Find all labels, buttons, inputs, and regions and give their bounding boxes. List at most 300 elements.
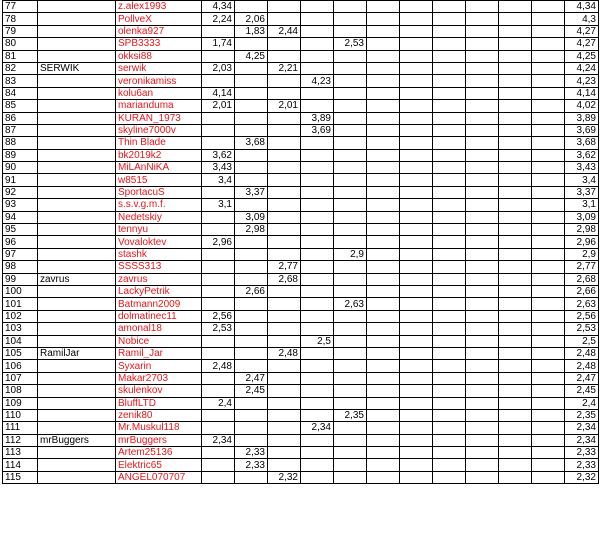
total-cell: 4,3 — [565, 13, 599, 25]
score-cell — [235, 124, 268, 136]
total-cell: 2,56 — [565, 310, 599, 322]
score-cell — [268, 385, 301, 397]
score-cell — [334, 422, 367, 434]
score-cell — [367, 285, 400, 297]
empty-cell — [499, 385, 532, 397]
empty-cell — [499, 236, 532, 248]
total-cell: 3,43 — [565, 162, 599, 174]
score-cell — [235, 298, 268, 310]
score-cell — [400, 149, 433, 161]
total-cell: 3,62 — [565, 149, 599, 161]
score-cell — [301, 372, 334, 384]
score-cell — [334, 87, 367, 99]
nickname-cell: veronikamiss — [116, 75, 202, 87]
score-cell — [202, 409, 235, 421]
score-cell — [433, 100, 466, 112]
score-cell — [301, 50, 334, 62]
nickname-cell: Syxarin — [116, 360, 202, 372]
score-cell: 2,47 — [235, 372, 268, 384]
score-cell — [235, 248, 268, 260]
score-cell — [235, 434, 268, 446]
nickname-cell: z.alex1993 — [116, 1, 202, 13]
score-cell — [433, 471, 466, 483]
empty-cell — [466, 1, 499, 13]
score-cell — [235, 87, 268, 99]
empty-cell — [466, 360, 499, 372]
empty-cell — [499, 347, 532, 359]
score-cell: 2,33 — [235, 459, 268, 471]
total-cell: 3,09 — [565, 211, 599, 223]
empty-cell — [532, 149, 565, 161]
score-cell — [202, 124, 235, 136]
score-cell — [367, 1, 400, 13]
empty-cell — [532, 38, 565, 50]
score-cell — [268, 335, 301, 347]
score-cell — [301, 199, 334, 211]
score-cell — [268, 38, 301, 50]
empty-cell — [466, 459, 499, 471]
empty-cell — [466, 174, 499, 186]
score-cell: 2,77 — [268, 261, 301, 273]
score-cell — [268, 112, 301, 124]
rank-cell: 102 — [3, 310, 38, 322]
score-cell — [367, 13, 400, 25]
score-cell — [334, 137, 367, 149]
score-cell — [301, 13, 334, 25]
empty-cell — [499, 62, 532, 74]
score-cell — [268, 87, 301, 99]
score-cell — [433, 62, 466, 74]
total-cell: 2,53 — [565, 323, 599, 335]
table-row — [3, 335, 599, 347]
score-cell — [235, 273, 268, 285]
empty-cell — [499, 50, 532, 62]
score-cell: 4,25 — [235, 50, 268, 62]
score-cell: 2,24 — [202, 13, 235, 25]
total-cell: 2,4 — [565, 397, 599, 409]
total-cell: 4,34 — [565, 1, 599, 13]
empty-cell — [466, 298, 499, 310]
score-cell — [235, 310, 268, 322]
score-cell: 2,48 — [202, 360, 235, 372]
score-cell — [235, 471, 268, 483]
score-cell — [235, 38, 268, 50]
score-cell — [301, 347, 334, 359]
rank-cell: 85 — [3, 100, 38, 112]
empty-cell — [499, 310, 532, 322]
rank-cell: 109 — [3, 397, 38, 409]
nickname-cell: LackyPetrik — [116, 285, 202, 297]
empty-cell — [532, 261, 565, 273]
score-cell — [235, 236, 268, 248]
score-cell — [301, 87, 334, 99]
score-cell: 2,44 — [268, 25, 301, 37]
score-cell — [301, 447, 334, 459]
score-cell: 2,5 — [301, 335, 334, 347]
nickname-cell: s.s.v.g.m.f. — [116, 199, 202, 211]
score-cell — [301, 224, 334, 236]
table-body — [3, 1, 599, 484]
empty-cell — [499, 112, 532, 124]
score-cell — [433, 372, 466, 384]
score-cell: 3,4 — [202, 174, 235, 186]
score-cell — [268, 174, 301, 186]
account-cell: mrBuggers — [38, 434, 116, 446]
empty-cell — [466, 385, 499, 397]
score-cell — [268, 13, 301, 25]
account-cell — [38, 87, 116, 99]
account-cell — [38, 285, 116, 297]
score-cell — [268, 75, 301, 87]
account-cell — [38, 409, 116, 421]
score-cell — [367, 360, 400, 372]
table-row — [3, 224, 599, 236]
empty-cell — [466, 186, 499, 198]
empty-cell — [532, 409, 565, 421]
score-cell — [367, 75, 400, 87]
score-cell — [367, 62, 400, 74]
score-cell: 2,9 — [334, 248, 367, 260]
empty-cell — [532, 248, 565, 260]
score-cell — [400, 422, 433, 434]
score-cell — [400, 310, 433, 322]
score-cell — [367, 372, 400, 384]
score-cell — [334, 199, 367, 211]
nickname-cell: zavrus — [116, 273, 202, 285]
nickname-cell: KURAN_1973 — [116, 112, 202, 124]
empty-cell — [532, 162, 565, 174]
rank-cell: 105 — [3, 347, 38, 359]
score-cell — [202, 372, 235, 384]
score-cell — [334, 62, 367, 74]
score-cell: 2,66 — [235, 285, 268, 297]
score-cell — [367, 124, 400, 136]
score-cell — [433, 174, 466, 186]
score-cell — [400, 50, 433, 62]
score-cell: 2,98 — [235, 224, 268, 236]
empty-cell — [466, 323, 499, 335]
empty-cell — [466, 447, 499, 459]
score-cell: 3,69 — [301, 124, 334, 136]
empty-cell — [466, 224, 499, 236]
empty-cell — [466, 409, 499, 421]
score-cell — [400, 273, 433, 285]
account-cell — [38, 50, 116, 62]
score-cell — [268, 224, 301, 236]
score-cell — [433, 224, 466, 236]
empty-cell — [532, 50, 565, 62]
score-cell — [400, 1, 433, 13]
rank-cell: 111 — [3, 422, 38, 434]
account-cell — [38, 310, 116, 322]
score-cell: 2,53 — [202, 323, 235, 335]
total-cell: 2,47 — [565, 372, 599, 384]
table-row — [3, 87, 599, 99]
score-cell — [433, 199, 466, 211]
score-cell — [268, 285, 301, 297]
score-cell — [367, 211, 400, 223]
empty-cell — [499, 397, 532, 409]
score-cell — [400, 162, 433, 174]
table-row — [3, 236, 599, 248]
score-cell: 2,48 — [268, 347, 301, 359]
empty-cell — [466, 62, 499, 74]
rank-cell: 91 — [3, 174, 38, 186]
account-cell — [38, 236, 116, 248]
score-cell — [334, 285, 367, 297]
empty-cell — [499, 162, 532, 174]
score-cell: 2,56 — [202, 310, 235, 322]
total-cell: 2,68 — [565, 273, 599, 285]
nickname-cell: kolu6an — [116, 87, 202, 99]
total-cell: 2,34 — [565, 422, 599, 434]
table-row — [3, 248, 599, 260]
empty-cell — [466, 347, 499, 359]
table-row — [3, 25, 599, 37]
nickname-cell: zenik80 — [116, 409, 202, 421]
account-cell — [38, 149, 116, 161]
table-row — [3, 174, 599, 186]
score-cell — [268, 199, 301, 211]
score-cell — [400, 100, 433, 112]
score-cell — [433, 25, 466, 37]
score-cell — [268, 409, 301, 421]
score-cell — [202, 112, 235, 124]
table-row — [3, 397, 599, 409]
score-cell — [433, 310, 466, 322]
empty-cell — [532, 62, 565, 74]
total-cell: 2,34 — [565, 434, 599, 446]
empty-cell — [532, 199, 565, 211]
score-cell — [433, 459, 466, 471]
nickname-cell: SPB3333 — [116, 38, 202, 50]
empty-cell — [532, 13, 565, 25]
table-row — [3, 137, 599, 149]
score-cell — [301, 174, 334, 186]
empty-cell — [466, 471, 499, 483]
score-cell — [433, 323, 466, 335]
account-cell — [38, 397, 116, 409]
empty-cell — [466, 397, 499, 409]
nickname-cell: dolmatinec11 — [116, 310, 202, 322]
empty-cell — [466, 285, 499, 297]
table-row — [3, 434, 599, 446]
score-cell — [301, 261, 334, 273]
score-cell — [202, 50, 235, 62]
score-cell — [268, 137, 301, 149]
score-cell — [235, 1, 268, 13]
score-cell — [268, 360, 301, 372]
score-cell — [433, 50, 466, 62]
nickname-cell: Mr.Muskul118 — [116, 422, 202, 434]
empty-cell — [532, 447, 565, 459]
account-cell — [38, 372, 116, 384]
empty-cell — [499, 447, 532, 459]
score-cell — [268, 124, 301, 136]
score-cell — [301, 62, 334, 74]
total-cell: 2,48 — [565, 347, 599, 359]
account-cell — [38, 323, 116, 335]
score-cell — [400, 62, 433, 74]
rank-cell: 82 — [3, 62, 38, 74]
table-row — [3, 285, 599, 297]
empty-cell — [466, 75, 499, 87]
score-cell — [400, 360, 433, 372]
score-cell — [334, 360, 367, 372]
score-cell — [202, 248, 235, 260]
empty-cell — [466, 199, 499, 211]
score-cell — [202, 347, 235, 359]
account-cell: zavrus — [38, 273, 116, 285]
score-cell — [367, 162, 400, 174]
score-cell — [334, 149, 367, 161]
score-cell — [301, 186, 334, 198]
score-cell: 3,43 — [202, 162, 235, 174]
rank-cell: 101 — [3, 298, 38, 310]
account-cell — [38, 248, 116, 260]
empty-cell — [499, 211, 532, 223]
score-cell — [268, 397, 301, 409]
account-cell — [38, 459, 116, 471]
empty-cell — [466, 310, 499, 322]
score-cell — [367, 137, 400, 149]
empty-cell — [466, 38, 499, 50]
empty-cell — [499, 75, 532, 87]
score-cell — [301, 360, 334, 372]
score-cell — [301, 385, 334, 397]
score-cell — [367, 273, 400, 285]
empty-cell — [466, 162, 499, 174]
table-row — [3, 323, 599, 335]
score-cell: 2,63 — [334, 298, 367, 310]
total-cell: 2,33 — [565, 459, 599, 471]
score-cell — [433, 360, 466, 372]
empty-cell — [499, 422, 532, 434]
rank-cell: 97 — [3, 248, 38, 260]
score-cell — [400, 137, 433, 149]
score-cell — [400, 285, 433, 297]
account-cell — [38, 174, 116, 186]
score-cell: 4,23 — [301, 75, 334, 87]
rank-cell: 113 — [3, 447, 38, 459]
score-cell: 3,68 — [235, 137, 268, 149]
empty-cell — [499, 25, 532, 37]
empty-cell — [499, 1, 532, 13]
score-cell — [433, 385, 466, 397]
score-cell — [301, 397, 334, 409]
score-cell — [235, 112, 268, 124]
rank-cell: 89 — [3, 149, 38, 161]
table-row — [3, 447, 599, 459]
score-cell — [301, 248, 334, 260]
score-cell — [334, 25, 367, 37]
table-row — [3, 211, 599, 223]
score-cell — [400, 447, 433, 459]
score-cell — [334, 186, 367, 198]
rank-cell: 88 — [3, 137, 38, 149]
score-cell — [334, 112, 367, 124]
empty-cell — [532, 25, 565, 37]
empty-cell — [499, 13, 532, 25]
table-row — [3, 1, 599, 13]
score-cell — [301, 137, 334, 149]
score-cell: 2,01 — [268, 100, 301, 112]
nickname-cell: Vovaloktev — [116, 236, 202, 248]
score-cell — [334, 471, 367, 483]
score-cell: 2,34 — [301, 422, 334, 434]
nickname-cell: Nobice — [116, 335, 202, 347]
score-cell — [202, 471, 235, 483]
empty-cell — [466, 25, 499, 37]
score-cell — [400, 409, 433, 421]
empty-cell — [499, 298, 532, 310]
score-cell — [268, 310, 301, 322]
empty-cell — [532, 236, 565, 248]
nickname-cell: skyline7000v — [116, 124, 202, 136]
score-cell — [367, 459, 400, 471]
rank-cell: 93 — [3, 199, 38, 211]
score-cell — [301, 1, 334, 13]
empty-cell — [466, 124, 499, 136]
score-cell — [301, 100, 334, 112]
score-cell — [367, 385, 400, 397]
score-cell — [202, 298, 235, 310]
table-row — [3, 261, 599, 273]
score-cell — [334, 1, 367, 13]
score-cell — [235, 174, 268, 186]
score-cell: 1,83 — [235, 25, 268, 37]
score-cell: 3,09 — [235, 211, 268, 223]
account-cell: SERWIK — [38, 62, 116, 74]
total-cell: 2,66 — [565, 285, 599, 297]
nickname-cell: mrBuggers — [116, 434, 202, 446]
score-cell — [367, 174, 400, 186]
score-cell — [202, 422, 235, 434]
rank-cell: 114 — [3, 459, 38, 471]
table-row — [3, 273, 599, 285]
rank-cell: 99 — [3, 273, 38, 285]
score-cell — [433, 347, 466, 359]
account-cell — [38, 100, 116, 112]
empty-cell — [499, 261, 532, 273]
score-cell — [433, 1, 466, 13]
score-cell — [334, 75, 367, 87]
empty-cell — [532, 434, 565, 446]
account-cell — [38, 298, 116, 310]
score-cell — [367, 112, 400, 124]
rank-cell: 95 — [3, 224, 38, 236]
score-cell — [433, 422, 466, 434]
score-cell — [301, 211, 334, 223]
empty-cell — [499, 149, 532, 161]
empty-cell — [532, 422, 565, 434]
score-cell — [400, 236, 433, 248]
table-row — [3, 112, 599, 124]
score-cell — [268, 1, 301, 13]
score-cell — [202, 211, 235, 223]
total-cell: 2,9 — [565, 248, 599, 260]
score-cell — [433, 112, 466, 124]
score-cell — [235, 75, 268, 87]
rank-cell: 103 — [3, 323, 38, 335]
empty-cell — [466, 273, 499, 285]
empty-cell — [499, 124, 532, 136]
total-cell: 2,45 — [565, 385, 599, 397]
account-cell — [38, 224, 116, 236]
score-cell — [400, 75, 433, 87]
empty-cell — [466, 236, 499, 248]
total-cell: 4,27 — [565, 25, 599, 37]
